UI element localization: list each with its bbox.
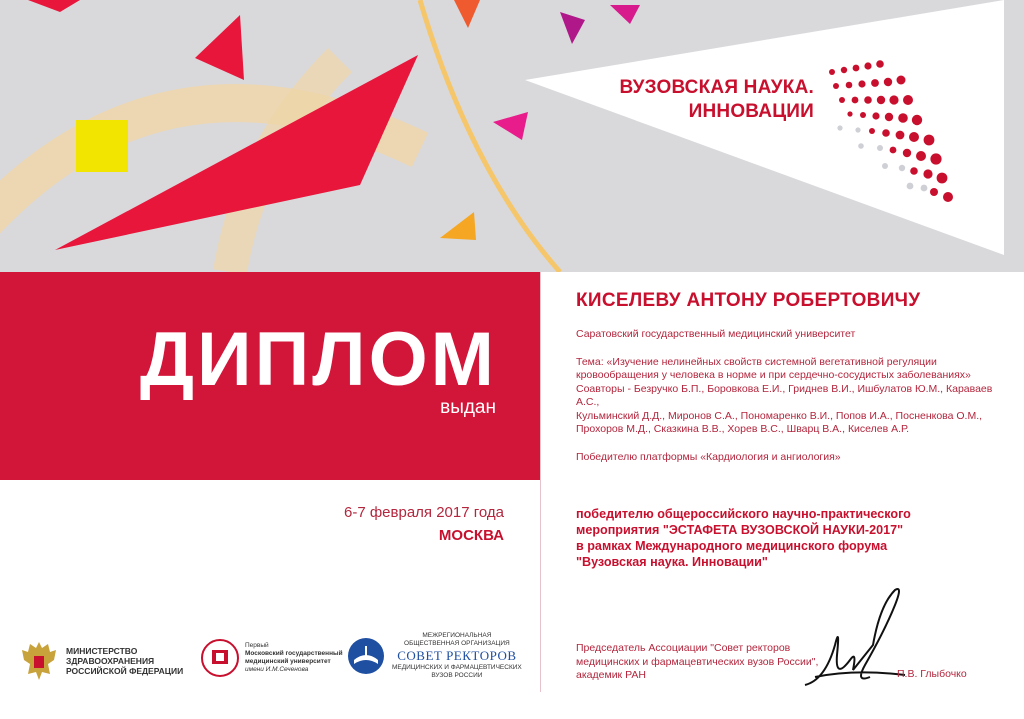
- winner-line: "Вузовская наука. Инновации": [576, 555, 768, 569]
- forum-brand-line1: ВУЗОВСКАЯ НАУКА.: [619, 77, 814, 98]
- council-caption: ВУЗОВ РОССИИ: [431, 672, 483, 679]
- recipient-section: [576, 290, 996, 464]
- coauthors-line: Кульминский Д.Д., Миронов С.А., Пономаренко В.И., Попов И.А., Посненкова О.М.,: [576, 409, 983, 422]
- coauthors-line: Соавторы - Безручко Б.П., Боровкова Е.И., Гриднев В.И., Ишбулатов Ю.М., Караваев А.С.,: [576, 382, 993, 408]
- eagle-emblem-icon: [18, 638, 60, 684]
- event-date: 6-7 февраля 2017 года: [343, 504, 504, 521]
- signer-title-line: медицинских и фармацевтических вузов России",: [576, 655, 819, 668]
- university-logo: [200, 638, 343, 678]
- topic-line: кровообращения у человека в норме и при сердечно-сосудистых заболеваниях»: [576, 369, 971, 381]
- university-name: Московский государственный: [245, 650, 343, 657]
- council-caption: ОБЩЕСТВЕННАЯ ОРГАНИЗАЦИЯ: [404, 640, 510, 647]
- council-caption: МЕЖРЕГИОНАЛЬНАЯ: [422, 632, 492, 639]
- diploma-title: ДИПЛОМ: [139, 317, 497, 402]
- university-emblem-icon: [200, 638, 240, 678]
- recipient-name: КИСЕЛЕВУ АНТОНУ РОБЕРТОВИЧУ: [576, 290, 921, 311]
- ministry-name: РОССИЙСКОЙ ФЕДЕРАЦИИ: [66, 666, 184, 676]
- decorative-shapes: [0, 0, 1024, 272]
- university-name: медицинский университет: [245, 658, 331, 665]
- coauthors-line: Прохоров М.Д., Сказкина В.В., Хорев В.С., Шварц В.А., Киселев А.Р.: [576, 423, 909, 435]
- university-name: имени И.М.Сеченова: [245, 666, 309, 673]
- decorative-header: [0, 0, 1024, 272]
- recipient-university: Саратовский государственный медицинский университет: [576, 328, 856, 340]
- diploma-title-block: [0, 272, 540, 480]
- event-city: МОСКВА: [438, 527, 504, 544]
- signer-title-line: академик РАН: [576, 669, 646, 681]
- topic-line: Тема: «Изучение нелинейных свойств системной вегетативной регуляции: [576, 355, 937, 368]
- council-caption: МЕДИЦИНСКИХ И ФАРМАЦЕВТИЧЕСКИХ: [392, 664, 522, 671]
- ministry-logo: [18, 638, 183, 684]
- winner-line: мероприятия "ЭСТАФЕТА ВУЗОВСКОЙ НАУКИ-2017": [576, 523, 904, 537]
- forum-brand-line2: ИННОВАЦИИ: [688, 101, 814, 122]
- diploma-subtitle: выдан: [440, 397, 496, 418]
- winner-line: в рамках Международного медицинского форума: [576, 539, 888, 553]
- signer-name: П.В. Глыбочко: [897, 668, 967, 680]
- winner-line: победителю общероссийского научно-практического: [576, 507, 911, 521]
- book-globe-icon: [346, 636, 386, 676]
- rectors-council-logo: [346, 632, 522, 680]
- winner-statement: [576, 506, 1006, 570]
- signer-title-line: Председатель Ассоциации "Совет ректоров: [576, 642, 791, 654]
- forum-brand: [619, 76, 814, 124]
- vertical-divider: [540, 272, 541, 692]
- council-name: СОВЕТ РЕКТОРОВ: [397, 648, 517, 663]
- platform-award: Победителю платформы «Кардиология и ангиология»: [576, 450, 841, 463]
- university-name: Первый: [245, 642, 269, 649]
- ministry-name: ЗДРАВООХРАНЕНИЯ: [66, 656, 155, 666]
- ministry-name: МИНИСТЕРСТВО: [66, 646, 138, 656]
